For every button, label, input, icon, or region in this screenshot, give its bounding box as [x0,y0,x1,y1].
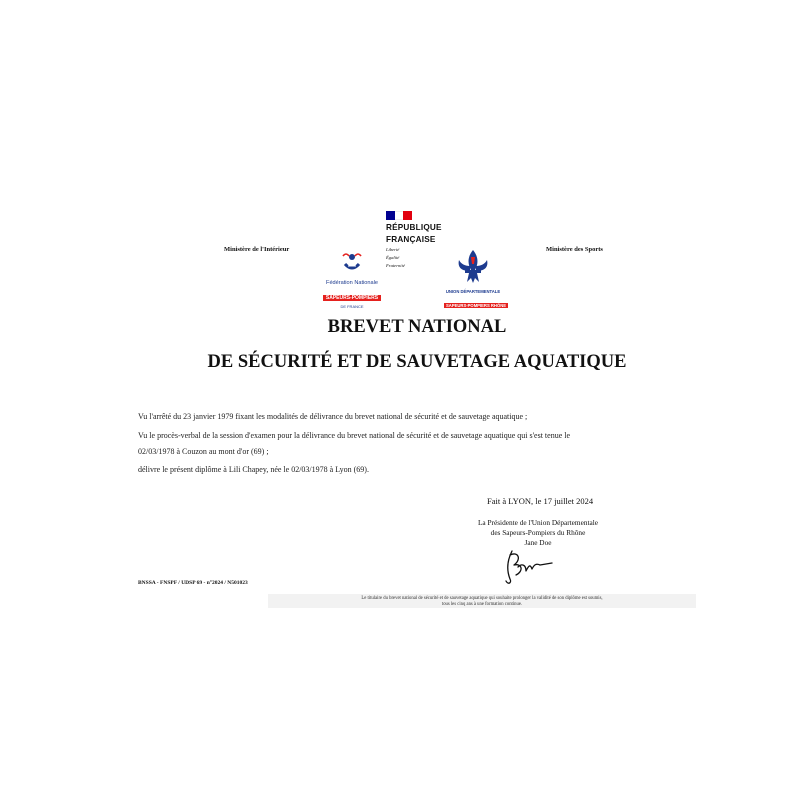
ministry-sports-label: Ministère des Sports [546,246,603,253]
motto-egalite: Égalité [386,255,400,261]
republique-line1: RÉPUBLIQUE [386,223,442,232]
motto-liberte: Liberté [386,247,400,252]
place-date: Fait à LYON, le 17 juillet 2024 [487,496,594,506]
ministry-interior-label: Ministère de l'Intérieur [224,246,290,253]
motto-fraternite: Fraternité [386,263,405,269]
fnspf-logo-icon [339,250,365,274]
signatory-name: Jane Doe [524,538,552,547]
body-paragraph-1: Vu l'arrêté du 23 janvier 1979 fixant les modalités de délivrance du brevet national de sécurité et de sauvetage aquatique ; [138,412,528,421]
fnspf-line1: Fédération Nationale [326,280,378,286]
body-paragraph-4: délivre le présent diplôme à Lili Chapey, née le 02/03/1978 à Lyon (69). [138,465,369,474]
udsp-line1: UNION DÉPARTEMENTALE [445,289,501,294]
udsp-logo [444,248,507,308]
fleur-de-lys-icon [453,248,493,284]
signatory-role-1: La Présidente de l'Union Départementale [477,518,599,527]
diploma-title-line2: DE SÉCURITÉ ET DE SAUVETAGE AQUATIQUE [207,352,627,372]
signatory-role-2: des Sapeurs-Pompiers du Rhône [490,528,586,537]
fnspf-line3: DE FRANCE [340,304,364,309]
udsp-line2: SAPEURS-POMPIERS RHÔNE [446,303,507,308]
handwritten-signature [500,545,560,587]
republique-line2: FRANÇAISE [386,235,436,244]
body-paragraph-3: 02/03/1978 à Couzon au mont d'or (69) ; [138,447,269,456]
body-paragraph-2: Vu le procès-verbal de la session d'examen pour la délivrance du brevet national de sécurité et de sauvetage aquatique qui s'est tenue le [138,431,571,440]
fnspf-logo [318,250,386,309]
diploma-reference: BNSSA - FNSPF / UDSP 69 - n°2024 / N501023 [138,580,248,586]
french-flag-icon [386,211,412,220]
fnspf-line2: SAPEURS-POMPIERS [323,295,381,301]
diploma-title-line1: BREVET NATIONAL [327,317,507,337]
footer-notice-line1: Le titulaire du brevet national de sécurité et de sauvetage aquatique qui souhaite prolonger la validité de son diplôme est soumis, [361,596,603,601]
footer-notice-line2: tous les cinq ans à une formation continue. [441,602,523,607]
